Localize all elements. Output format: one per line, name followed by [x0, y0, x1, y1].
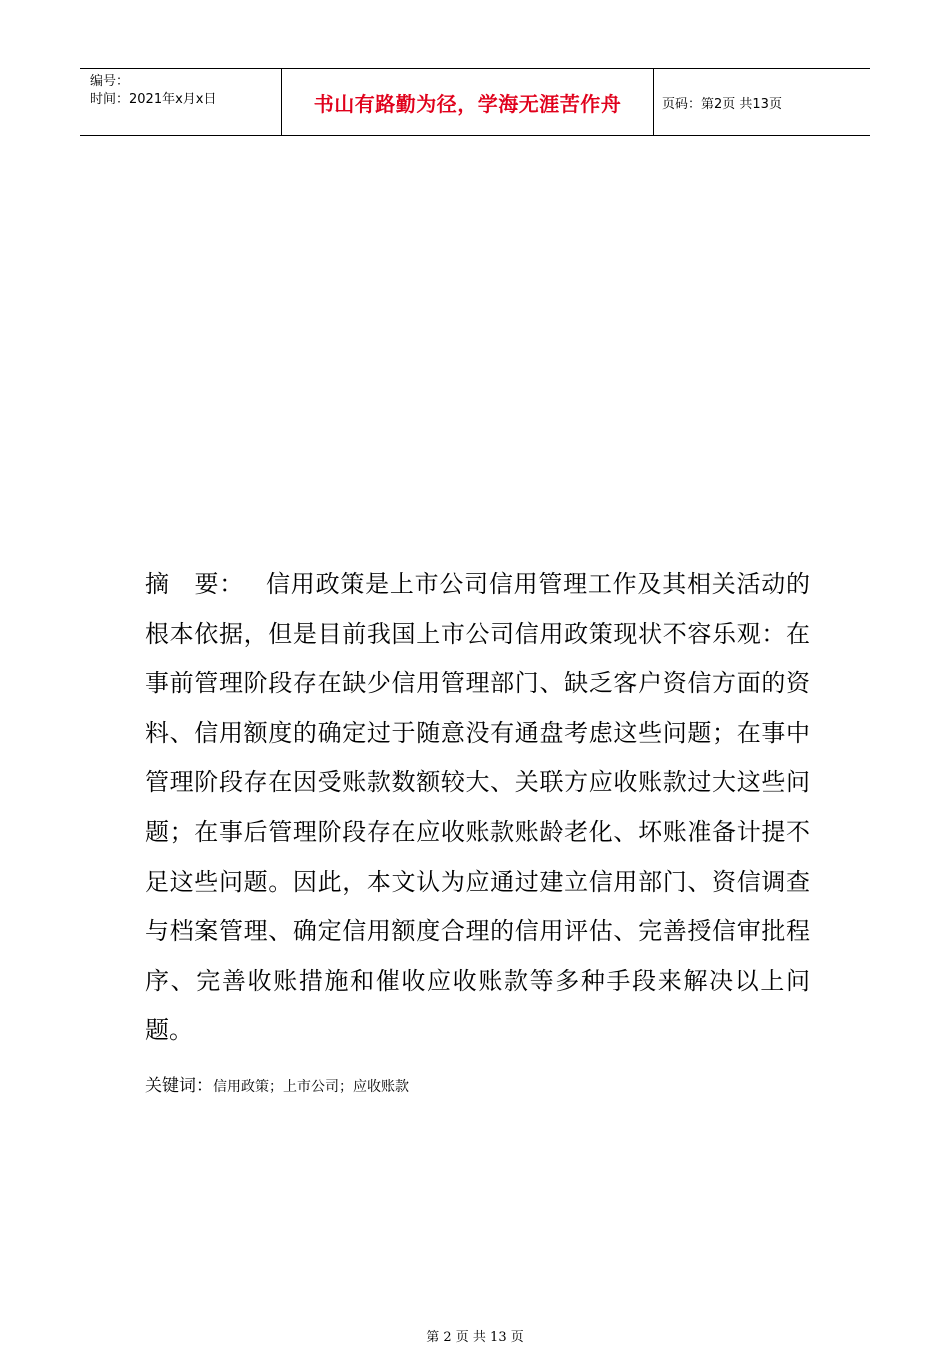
- abstract-body: 信用政策是上市公司信用管理工作及其相关活动的根本依据，但是目前我国上市公司信用政策现状不容乐观：在事前管理阶段存在缺少信用管理部门、缺乏客户资信方面的资料、信用额度的确定过于随意没有通盘考虑这些问题；在事中管理阶段存在因受账款数额较大、关联方应收账款过大这些问题；在事后管理阶段存在应收账款账龄老化、坏账准备计提不足这些问题。因此，本文认为应通过建立信用部门、资信调查与档案管理、确定信用额度合理的信用评估、完善授信审批程序、完善收账措施和催收应收账款等多种手段来解决以上问题。: [145, 570, 811, 1045]
- abstract-paragraph: [145, 560, 810, 1056]
- keywords-line: [145, 1071, 409, 1096]
- abstract-label-char-1: 摘: [145, 570, 170, 598]
- time-label: 时间：2021年x月x日: [90, 92, 217, 107]
- number-label: 编号：: [90, 74, 130, 89]
- page-info-text: 页码：第2页 共13页: [662, 96, 782, 112]
- motto-text: 书山有路勤为径，学海无涯苦作舟: [313, 91, 622, 116]
- header-motto-cell: [282, 69, 654, 135]
- page-footer: [0, 1326, 950, 1345]
- footer-page-number: 第 2 页 共 13 页: [426, 1330, 524, 1345]
- abstract-label-char-2: 要：: [193, 570, 245, 598]
- header-page-info: [654, 69, 870, 135]
- keywords-label: 关键词：: [145, 1076, 213, 1096]
- header-meta: [80, 69, 282, 135]
- document-header: [80, 68, 870, 136]
- abstract-label: [145, 570, 244, 598]
- keywords-values: 信用政策；上市公司；应收账款: [213, 1079, 409, 1095]
